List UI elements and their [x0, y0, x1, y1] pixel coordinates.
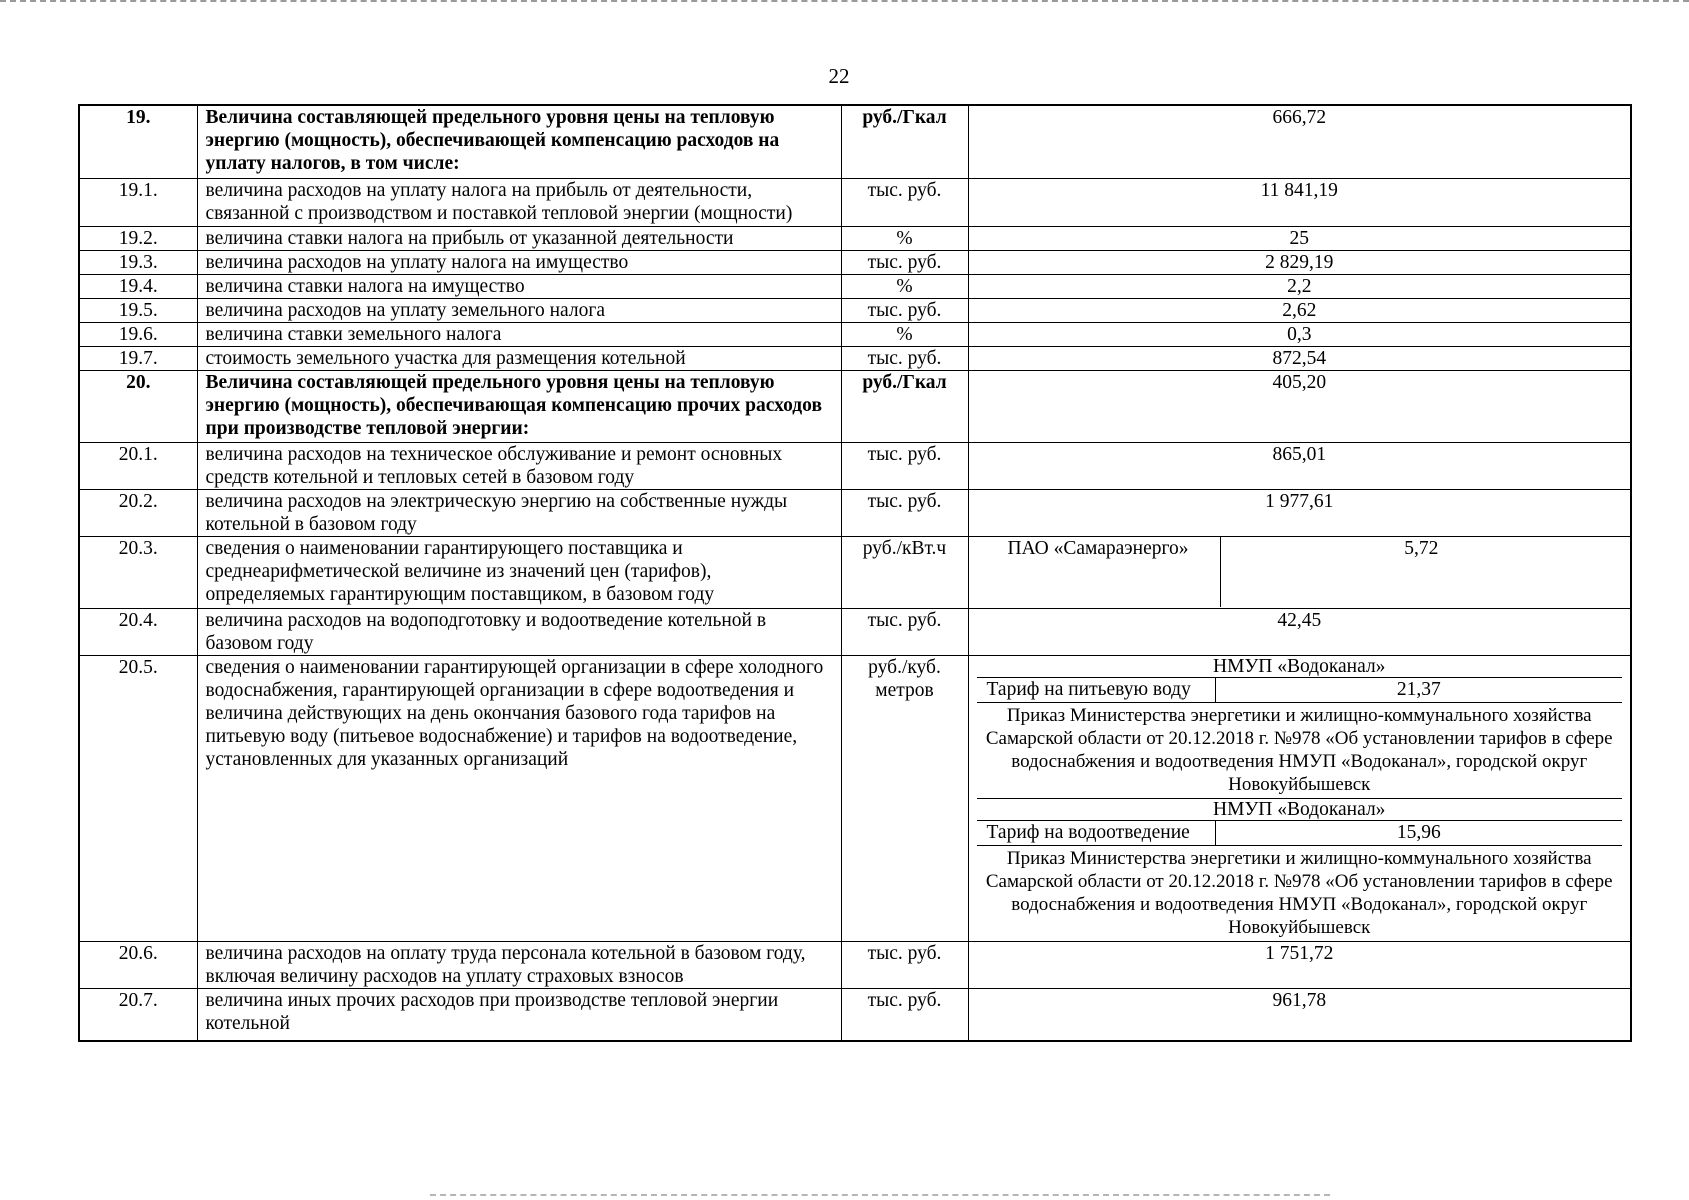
row-value: 666,72	[968, 105, 1631, 178]
row-unit: %	[841, 226, 968, 250]
table-row	[79, 322, 1631, 346]
row-description: величина ставки земельного налога	[197, 322, 841, 346]
page-number: 22	[828, 64, 850, 88]
table-row	[79, 941, 1631, 988]
row-number: 19.4.	[79, 274, 197, 298]
table-row	[79, 536, 1631, 608]
table-row	[79, 370, 1631, 442]
row-number: 19.5.	[79, 298, 197, 322]
row-value: 1 977,61	[968, 489, 1631, 536]
row-number: 20.4.	[79, 608, 197, 655]
row-value: 25	[968, 226, 1631, 250]
row-value: 42,45	[968, 608, 1631, 655]
row-unit: тыс. руб.	[841, 178, 968, 226]
tariff-table	[78, 104, 1632, 1042]
row-unit: руб./Гкал	[841, 105, 968, 178]
row-description: величина расходов на водоподготовку и водоотведение котельной в базовом году	[197, 608, 841, 655]
row-number: 19.	[79, 105, 197, 178]
table-row	[79, 250, 1631, 274]
table-row	[79, 105, 1631, 178]
sewage-tariff-row	[977, 821, 1623, 846]
row-value: 2,2	[968, 274, 1631, 298]
row-number: 19.2.	[79, 226, 197, 250]
row-value: 961,78	[968, 988, 1631, 1041]
row-value: 2 829,19	[968, 250, 1631, 274]
row-description: величина расходов на техническое обслуживание и ремонт основных средств котельной и тепловых сетей в базовом году	[197, 442, 841, 489]
row-description: величина расходов на уплату налога на имущество	[197, 250, 841, 274]
row-value	[968, 536, 1631, 608]
row-number: 20.	[79, 370, 197, 442]
row-number: 20.1.	[79, 442, 197, 489]
row-value: 0,3	[968, 322, 1631, 346]
scan-edge-mark	[430, 1194, 1330, 1196]
tariff-label: Тариф на питьевую воду	[977, 678, 1216, 702]
row-unit: тыс. руб.	[841, 298, 968, 322]
row-value: 11 841,19	[968, 178, 1631, 226]
table-row	[79, 608, 1631, 655]
row-number: 20.5.	[79, 655, 197, 941]
row-value: 1 751,72	[968, 941, 1631, 988]
row-unit: тыс. руб.	[841, 250, 968, 274]
water-org-name: НМУП «Водоканал»	[977, 656, 1623, 678]
tariff-order-reference: Приказ Министерства энергетики и жилищно-коммунального хозяйства Самарской области от 20.12.2018 г. №978 «Об установлении тарифов в сфере водоснабжения и водоотведения НМУП «Водоканал», городской округ Новокуйбышевск	[977, 703, 1623, 799]
row-description: Величина составляющей предельного уровня цены на тепловую энергию (мощность), обеспечивающей компенсацию расходов на уплату налогов, в том числе:	[197, 105, 841, 178]
row-number: 19.6.	[79, 322, 197, 346]
supplier-price: 5,72	[1404, 537, 1439, 559]
row-description: Величина составляющей предельного уровня цены на тепловую энергию (мощность), обеспечивающая компенсацию прочих расходов при производстве тепловой энергии:	[197, 370, 841, 442]
row-value: 865,01	[968, 442, 1631, 489]
tariff-value: 21,37	[1396, 678, 1441, 700]
row-number: 20.6.	[79, 941, 197, 988]
row-value: 872,54	[968, 346, 1631, 370]
table-row	[79, 489, 1631, 536]
scan-edge-mark	[0, 0, 1689, 2]
row-unit: руб./куб. метров	[841, 655, 968, 941]
water-tariff-row	[977, 678, 1623, 703]
table-row	[79, 298, 1631, 322]
row-description: величина расходов на электрическую энергию на собственные нужды котельной в базовом году	[197, 489, 841, 536]
row-unit: тыс. руб.	[841, 988, 968, 1041]
row-description: сведения о наименовании гарантирующего поставщика и среднеарифметической величине из значений цен (тарифов), определяемых гарантирующим поставщиком, в базовом году	[197, 536, 841, 608]
supplier-split	[977, 537, 1623, 607]
row-unit: руб./кВт.ч	[841, 536, 968, 608]
row-description: величина расходов на оплату труда персонала котельной в базовом году, включая величину расходов на уплату страховых взносов	[197, 941, 841, 988]
table-row	[79, 178, 1631, 226]
row-unit: %	[841, 322, 968, 346]
table-row	[79, 274, 1631, 298]
row-description: величина расходов на уплату налога на прибыль от деятельности, связанной с производством и поставкой тепловой энергии (мощности)	[197, 178, 841, 226]
row-unit: тыс. руб.	[841, 608, 968, 655]
table-row	[79, 442, 1631, 489]
tariff-value: 15,96	[1396, 821, 1441, 843]
row-number: 20.2.	[79, 489, 197, 536]
row-number: 19.3.	[79, 250, 197, 274]
supplier-name: ПАО «Самараэнерго»	[977, 537, 1221, 607]
table-row	[79, 988, 1631, 1041]
row-description: сведения о наименовании гарантирующей организации в сфере холодного водоснабжения, гарантирующей организации в сфере водоотведения и величина действующих на день окончания базового года тарифов на питьевую воду (питьевое водоснабжение) и тарифов на водоотведение, установленных для указанных организаций	[197, 655, 841, 941]
row-number: 19.7.	[79, 346, 197, 370]
row-unit: тыс. руб.	[841, 442, 968, 489]
tariff-order-reference: Приказ Министерства энергетики и жилищно-коммунального хозяйства Самарской области от 20.12.2018 г. №978 «Об установлении тарифов в сфере водоснабжения и водоотведения НМУП «Водоканал», городской округ Новокуйбышевск	[985, 847, 1613, 938]
tariff-label: Тариф на водоотведение	[977, 821, 1216, 845]
water-org-name: НМУП «Водоканал»	[977, 799, 1623, 821]
row-value	[968, 655, 1631, 941]
row-description: величина иных прочих расходов при производстве тепловой энергии котельной	[197, 988, 841, 1041]
row-number: 20.7.	[79, 988, 197, 1041]
row-unit: руб./Гкал	[841, 370, 968, 442]
row-description: величина расходов на уплату земельного налога	[197, 298, 841, 322]
table-row	[79, 655, 1631, 941]
row-unit: %	[841, 274, 968, 298]
row-unit: тыс. руб.	[841, 489, 968, 536]
row-number: 19.1.	[79, 178, 197, 226]
row-description: величина ставки налога на имущество	[197, 274, 841, 298]
table-row	[79, 226, 1631, 250]
row-description: величина ставки налога на прибыль от указанной деятельности	[197, 226, 841, 250]
table-row	[79, 346, 1631, 370]
row-unit: тыс. руб.	[841, 346, 968, 370]
row-number: 20.3.	[79, 536, 197, 608]
row-value: 2,62	[968, 298, 1631, 322]
row-value: 405,20	[968, 370, 1631, 442]
row-unit: тыс. руб.	[841, 941, 968, 988]
row-description: стоимость земельного участка для размещения котельной	[197, 346, 841, 370]
